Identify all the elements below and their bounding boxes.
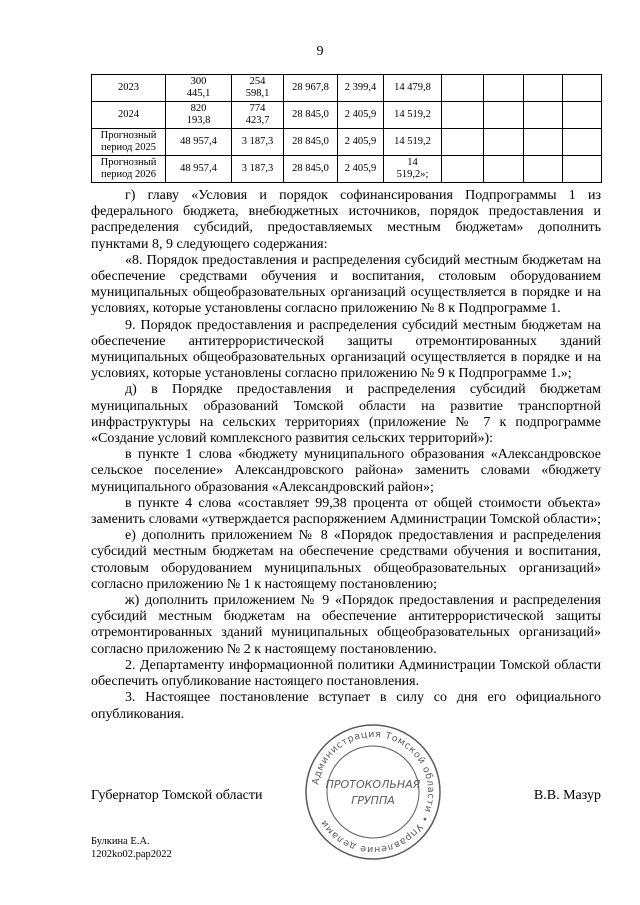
paragraph-zh: ж) дополнить приложением № 9 «Порядок предоставления и распределения субсидий местным бюджетам на обеспечение антитеррористической защиты отремонтированных зданий муниципальных общеобразовательных организаций» согласно приложению № 2 к настоящему постановлению.: [91, 593, 601, 657]
table-cell-empty: [484, 75, 524, 102]
table-cell-c2: 3 187,3: [232, 129, 284, 156]
paragraph-point-8: «8. Порядок предоставления и распределения субсидий местным бюджетам на обеспечение средствами обучения и воспитания, столовым оборудованием муниципальных общеобразовательных организаций осуществляется в порядке и на условиях, которые установлены согласно приложению № 8 к Подпрограмме 1.: [91, 252, 601, 317]
table-cell-c5: 14 479,8: [384, 75, 442, 102]
paragraph-g: г) главу «Условия и порядок софинансирования Подпрограммы 1 из федерального бюджета, внебюджетных источников, порядок предоставления и распределения субсидий, предоставляемых местным бюджетам» дополнить пунктами 8, 9 следующего содержания:: [91, 188, 601, 252]
table-row: [92, 156, 602, 183]
signature-name: В.В. Мазур: [533, 788, 601, 803]
signature-position: Губернатор Томской области: [91, 788, 263, 803]
table-cell-empty: [563, 102, 602, 129]
stamp-center-line-1: ПРОТОКОЛЬНАЯ: [325, 778, 421, 791]
paragraph-item-1: в пункте 1 слова «бюджету муниципального образования «Александровское сельское поселение» Александровского района» заменить словами «бюджету муниципального образования «Александровский район»;: [91, 447, 601, 495]
table-cell-empty: [442, 75, 484, 102]
executor-file: 1202ko02.pap2022: [91, 849, 172, 860]
executor-name: Булкина Е.А.: [91, 836, 150, 847]
table-cell-period: Прогнозный период 2026: [92, 156, 166, 183]
paragraph-2: 2. Департаменту информационной политики Администрации Томской области обеспечить опубликование настоящего постановления.: [91, 657, 601, 690]
table-cell-c4: 2 405,9: [338, 102, 384, 129]
stamp-outer-ring: [306, 725, 440, 859]
table-cell-empty: [484, 129, 524, 156]
official-stamp: [303, 722, 443, 862]
page-number: 9: [316, 44, 324, 59]
body-text: [91, 188, 601, 723]
table-cell-empty: [563, 156, 602, 183]
table-cell-c2: 254 598,1: [232, 75, 284, 102]
paragraph-e: е) дополнить приложением № 8 «Порядок предоставления и распределения субсидий местным бюджетам на обеспечение средствами обучения и воспитания, столовым оборудованием муниципальных общеобразовательных организаций» согласно приложению № 1 к настоящему постановлению;: [91, 528, 601, 592]
table-cell-c3: 28 967,8: [284, 75, 338, 102]
table-cell-empty: [524, 75, 563, 102]
table-cell-c5: 14 519,2: [384, 102, 442, 129]
table-cell-total: 48 957,4: [166, 156, 232, 183]
table-cell-total: 300 445,1: [166, 75, 232, 102]
table-cell-total: 820 193,8: [166, 102, 232, 129]
table-row: [92, 75, 602, 102]
table-cell-c4: 2 405,9: [338, 156, 384, 183]
table-cell-c5: 14 519,2: [384, 129, 442, 156]
table-cell-c4: 2 399,4: [338, 75, 384, 102]
paragraph-item-4: в пункте 4 слова «составляет 99,38 процента от общей стоимости объекта» заменить словами «утверждается распоряжением Администрации Томской области»;: [91, 495, 601, 528]
table-cell-total: 48 957,4: [166, 129, 232, 156]
paragraph-d: д) в Порядке предоставления и распределения субсидий бюджетам муниципальных образований Томской области на развитие транспортной инфраструктуры на сельских территориях (приложение № 7 к подпрограмме «Создание условий комплексного развития сельских территорий»):: [91, 382, 601, 447]
stamp-ring-text: Администрация Томской области • Управление делами: [310, 728, 437, 856]
table-cell-empty: [484, 156, 524, 183]
table-cell-empty: [563, 129, 602, 156]
table-cell-empty: [442, 102, 484, 129]
paragraph-point-9: 9. Порядок предоставления и распределения субсидий местным бюджетам на обеспечение антитеррористической защиты отремонтированных зданий муниципальных общеобразовательных организаций осуществляется в порядке и на условиях, которые установлены согласно приложению № 9 к Подпрограмме 1.»;: [91, 317, 601, 382]
table-cell-empty: [524, 129, 563, 156]
table-cell-empty: [563, 75, 602, 102]
table-cell-empty: [484, 102, 524, 129]
paragraph-3: 3. Настоящее постановление вступает в силу со дня его официального опубликования.: [91, 690, 601, 722]
table-row: [92, 102, 602, 129]
table-cell-c3: 28 845,0: [284, 102, 338, 129]
table-cell-c5: 14 519,2»;: [384, 156, 442, 183]
table-cell-empty: [442, 156, 484, 183]
executor-info: [91, 835, 172, 861]
table-cell-empty: [524, 102, 563, 129]
stamp-center-line-2: ГРУППА: [351, 794, 395, 807]
table-cell-empty: [524, 156, 563, 183]
table-cell-c3: 28 845,0: [284, 129, 338, 156]
table-cell-c2: 774 423,7: [232, 102, 284, 129]
table-cell-period: 2024: [92, 102, 166, 129]
table-cell-c4: 2 405,9: [338, 129, 384, 156]
table-cell-period: 2023: [92, 75, 166, 102]
table-cell-empty: [442, 129, 484, 156]
table-row: [92, 129, 602, 156]
table-cell-c3: 28 845,0: [284, 156, 338, 183]
table-cell-c2: 3 187,3: [232, 156, 284, 183]
table-cell-period: Прогнозный период 2025: [92, 129, 166, 156]
financing-table: [91, 74, 602, 183]
stamp-inner-ring: [327, 746, 419, 838]
